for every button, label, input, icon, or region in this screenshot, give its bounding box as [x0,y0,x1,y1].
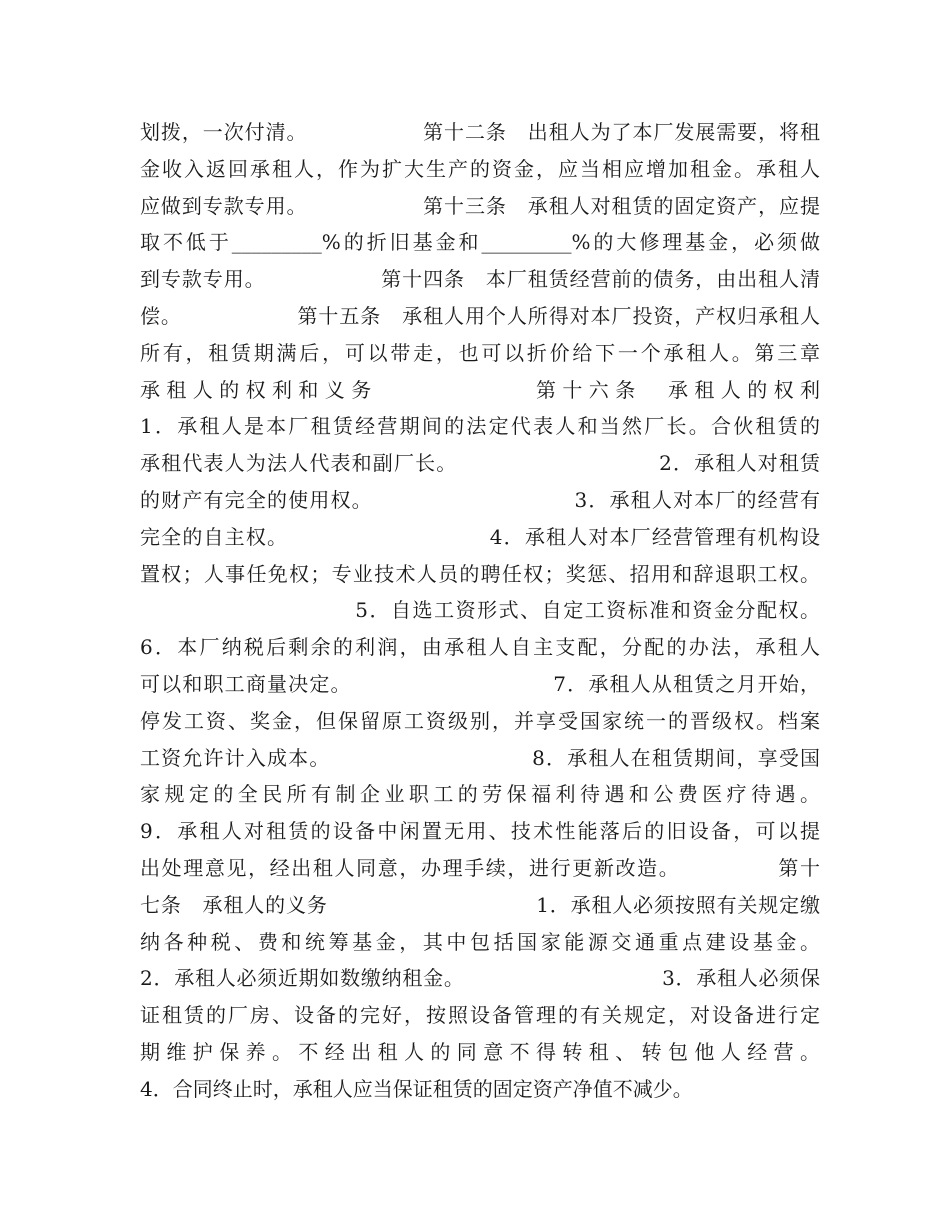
text-line: 2．承租人必须近期如数缴纳租金。 3．承租人必须保 [140,966,820,991]
text-line: 划拨，一次付清。 第十二条 出租人为了本厂发展需要，将租 [140,120,820,144]
text-line: 偿。 第十五条 承租人用个人所得对本厂投资，产权归承租人 [140,303,820,328]
text-line: 纳各种税、费和统筹基金，其中包括国家能源交通重点建设基金。 [140,929,820,954]
text-line: 的财产有完全的使用权。 3．承租人对本厂的经营有 [140,487,820,512]
text-line: 到专款专用。 第十四条 本厂租赁经营前的债务，由出租人清 [140,267,820,292]
text-line: 停发工资、奖金，但保留原工资级别，并享受国家统一的晋级权。档案 [140,708,820,733]
text-line: 七条 承租人的义务 1．承租人必须按照有关规定缴 [140,892,820,917]
text-line: 6．本厂纳税后剩余的利润，由承租人自主支配，分配的办法，承租人 [140,635,820,660]
text-line: 证租赁的厂房、设备的完好，按照设备管理的有关规定，对设备进行定 [140,1003,820,1028]
text-line: 可以和职工商量决定。 7．承租人从租赁之月开始， [140,671,820,696]
text-line: 4．合同终止时，承租人应当保证租赁的固定资产净值不减少。 [140,1076,693,1101]
text-line: 金收入返回承租人，作为扩大生产的资金，应当相应增加租金。承租人 [140,156,820,181]
text-line: 出处理意见，经出租人同意，办理手续，进行更新改造。 第十 [140,855,820,880]
text-line: 5．自选工资形式、自定工资标准和资金分配权。 [140,598,820,623]
text-line: 承租代表人为法人代表和副厂长。 2．承租人对租赁 [140,451,820,476]
text-line: 工资允许计入成本。 8．承租人在租赁期间，享受国 [140,745,820,770]
text-line: 所有，租赁期满后，可以带走，也可以折价给下一个承租人。第三章 [140,340,820,365]
text-line: 置权；人事任免权；专业技术人员的聘任权；奖惩、招用和辞退职工权。 [140,561,820,586]
text-line: 家规定的全民所有制企业职工的劳保福利待遇和公费医疗待遇。 [140,782,820,807]
text-line: 9．承租人对租赁的设备中闲置无用、技术性能落后的旧设备，可以提 [140,819,820,844]
text-line: 应做到专款专用。 第十三条 承租人对租赁的固定资产，应提 [140,193,820,218]
text-line: 取不低于_________%的折旧基金和_________%的大修理基金，必须做 [140,230,820,255]
contract-text-block [140,114,820,1108]
text-line: 完全的自主权。 4．承租人对本厂经营管理有机构设 [140,524,820,549]
text-line: 期维护保养。不经出租人的同意不得转租、转包他人经营。 [140,1039,820,1064]
text-line: 1．承租人是本厂租赁经营期间的法定代表人和当然厂长。合伙租赁的 [140,414,820,439]
text-line: 承租人的权利和义务 第十六条 承租人的权利 [140,377,820,402]
